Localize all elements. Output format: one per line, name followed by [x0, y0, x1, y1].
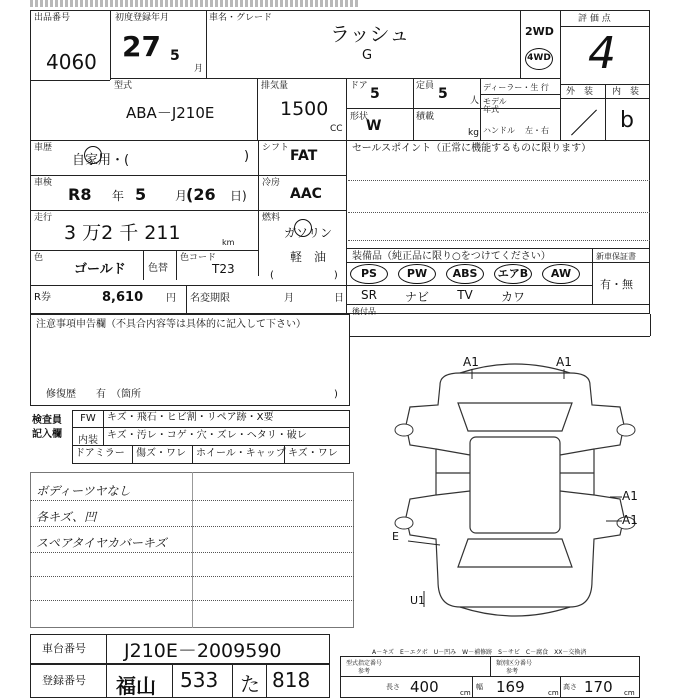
length-value: 400 [410, 678, 439, 696]
drive-2wd: 2WD [525, 25, 554, 38]
header-strip [30, 0, 360, 7]
wheel-front-right [617, 424, 635, 436]
aftermarket-label: 後付品 [352, 307, 376, 316]
spec-label: 型式指定番号 [346, 660, 383, 667]
inspector-label-2: 記入欄 [32, 429, 62, 440]
usage-close: ) [244, 149, 250, 164]
usage-circle [84, 146, 102, 164]
inspection-year-unit: 年 [112, 189, 125, 203]
car-name-label: 車名・グレード [209, 13, 273, 23]
inspector-row1-tag: FW [80, 413, 96, 424]
rear-glass [458, 539, 572, 567]
inspector-row2: キズ・汚レ・コゲ・穴・ズレ・ヘタリ・破レ [107, 430, 307, 441]
drive-4wd-mark: 4WD [525, 48, 553, 70]
fuel-gasoline: ガソリン [284, 226, 333, 240]
registration-year: 27 [122, 30, 161, 63]
score-label: 評 価 点 [578, 14, 611, 24]
name-change-day: 日 [334, 293, 344, 304]
height-unit: cm [624, 689, 635, 697]
width-value: 169 [496, 678, 525, 696]
damage-legend: A－キズ E－エクボ U－凹み W－補修跡 S－サビ C－腐食 XX－交換済 [372, 649, 587, 656]
fuel-diesel: 軽 油 [290, 250, 327, 264]
warranty-value: 有・無 [600, 278, 633, 291]
car-damage-diagram [380, 345, 650, 625]
damage-a1-side-2: A1 [622, 513, 638, 527]
damage-e: E [392, 530, 399, 543]
damage-a1-side-1: A1 [622, 489, 638, 503]
equipment-item-4: エアB [494, 264, 532, 284]
fuel-label: 燃料 [262, 213, 281, 223]
wheel-rear-left [395, 517, 413, 529]
inspection-day: (26 [186, 185, 216, 204]
handle-value: 左・右 [525, 126, 549, 135]
handle-label: ハンドル [483, 126, 515, 135]
length-unit: cm [460, 689, 471, 697]
usage-value: 自家用・( [72, 153, 130, 168]
category-sub: 参考 [506, 668, 519, 675]
chassis-value: J210E－2009590 [124, 640, 282, 662]
plate-kana: た [240, 672, 260, 696]
capacity-unit: 人 [470, 96, 480, 106]
model-label: 型式 [114, 81, 133, 91]
equipment-item-2: PW [398, 264, 436, 284]
equipment-item-1: PS [350, 264, 388, 284]
chassis-label: 車台番号 [42, 642, 86, 655]
dealer-label: ディーラー・生 行 [483, 83, 549, 92]
height-value: 170 [584, 678, 613, 696]
width-unit: cm [548, 689, 559, 697]
inspection-era: R8 [68, 185, 92, 204]
inspector-row3c: ホイール・キャップ [196, 448, 286, 459]
shape-label: 形状 [350, 112, 369, 122]
model-code: ABA－J210E [126, 104, 215, 122]
inspector-row3a: ドアミラー [75, 448, 125, 459]
interior-value: b [620, 108, 634, 133]
inspection-month: 5 [135, 185, 147, 204]
car-body-outline [406, 373, 624, 607]
fuel-circle [294, 219, 312, 237]
handwritten-note-2: 各キズ、凹 [36, 510, 97, 524]
color-value: ゴールド [74, 262, 126, 277]
handwritten-note-3: スペアタイヤカバーキズ [36, 536, 167, 550]
name-change-label: 名変期限 [190, 293, 230, 304]
interior-label: 内 装 [612, 87, 640, 97]
category-label: 類別区分番号 [496, 660, 533, 667]
engine-label: 排気量 [261, 81, 289, 91]
registration-label: 初度登録年月 [115, 13, 170, 23]
warranty-label: 新車保証書 [596, 252, 636, 261]
recycle-value: 8,610 [102, 290, 144, 305]
plate-region: 福山 [116, 674, 156, 698]
damage-a1-front-left: A1 [463, 355, 479, 369]
plate-class: 533 [180, 668, 219, 692]
usage-label: 車歴 [34, 143, 53, 153]
doors-label: ドア [350, 81, 368, 91]
shape-value: W [366, 118, 382, 134]
aircon-value: AAC [290, 186, 322, 202]
exterior-label: 外 装 [566, 87, 594, 97]
repair-label: 修復歴 有 （箇所 [46, 389, 141, 400]
shift-label: シフト [262, 143, 290, 153]
equipment-item-5: AW [542, 264, 580, 284]
color-code-label: 色コード [180, 253, 217, 263]
plate-number: 818 [272, 668, 311, 692]
car-grade: G [362, 48, 373, 63]
mileage-value: 3 万2 千 211 [64, 222, 181, 244]
car-name: ラッシュ [330, 22, 410, 46]
model-year-label: モデル年式 [483, 97, 507, 114]
height-label: 高さ [563, 683, 577, 691]
inspection-month-unit: 月 [175, 189, 188, 203]
inspector-row3d: キズ・ワレ [288, 448, 338, 459]
listing-label: 出品番号 [34, 13, 71, 23]
capacity-label: 定員 [416, 81, 435, 91]
equipment-option-3: TV [457, 288, 473, 302]
recycle-unit: 円 [166, 293, 176, 304]
equipment-option-1: SR [361, 288, 377, 302]
wheel-front-left [395, 424, 413, 436]
inspector-row1: キズ・飛石・ヒビ割・リペア跡・X要 [107, 412, 274, 423]
listing-number: 4060 [46, 50, 97, 74]
damage-a1-front-right: A1 [556, 355, 572, 369]
inspection-label: 車検 [34, 178, 53, 188]
name-change-month: 月 [284, 293, 294, 304]
inspector-label-1: 検査員 [32, 415, 62, 426]
equipment-item-3: ABS [446, 264, 484, 284]
plate-label: 登録番号 [42, 674, 86, 687]
engine-unit: CC [330, 124, 343, 134]
roof-panel [470, 437, 560, 533]
inspection-day-unit: 日) [230, 189, 247, 203]
load-unit: kg [468, 128, 479, 138]
repair-close: ) [334, 389, 338, 400]
spec-sub: 参考 [358, 668, 371, 675]
front-glass [458, 403, 572, 431]
engine-value: 1500 [280, 98, 329, 120]
damage-u1: U1 [410, 594, 426, 607]
aircon-label: 冷房 [262, 178, 281, 188]
mileage-label: 走行 [34, 213, 53, 223]
equipment-label: 装備品（純正品に限り○をつけてください） [352, 251, 551, 262]
inspector-row3b: 傷ズ・ワレ [136, 448, 186, 459]
doors-value: 5 [370, 86, 380, 102]
mileage-unit: km [222, 238, 235, 247]
notes-label: 注意事項申告欄（不具合内容等は具体的に記入して下さい） [36, 319, 306, 330]
rear-bumper [460, 607, 570, 616]
recycle-label: R券 [34, 292, 51, 303]
registration-month-unit: 月 [194, 64, 204, 74]
sales-point-label: セールスポイント（正常に機能するものに限ります） [352, 143, 592, 154]
width-label: 幅 [476, 683, 483, 691]
registration-month: 5 [170, 48, 180, 64]
color-code: T23 [212, 262, 235, 276]
color-label: 色 [34, 253, 44, 263]
shift-value: FAT [290, 148, 318, 164]
equipment-option-2: ナビ [404, 290, 429, 304]
capacity-value: 5 [438, 86, 448, 102]
color-change-label: 色替 [148, 263, 168, 274]
score-value: 4 [588, 28, 616, 79]
length-label: 長さ [386, 683, 400, 691]
fuel-other: ( ) [270, 270, 338, 281]
equipment-option-4: カワ [500, 290, 525, 304]
load-label: 積載 [416, 112, 435, 122]
exterior-value: ／ [570, 107, 599, 140]
handwritten-note-1: ボディーツヤなし [36, 484, 131, 498]
inspector-row2-tag: 内装 [78, 435, 98, 446]
